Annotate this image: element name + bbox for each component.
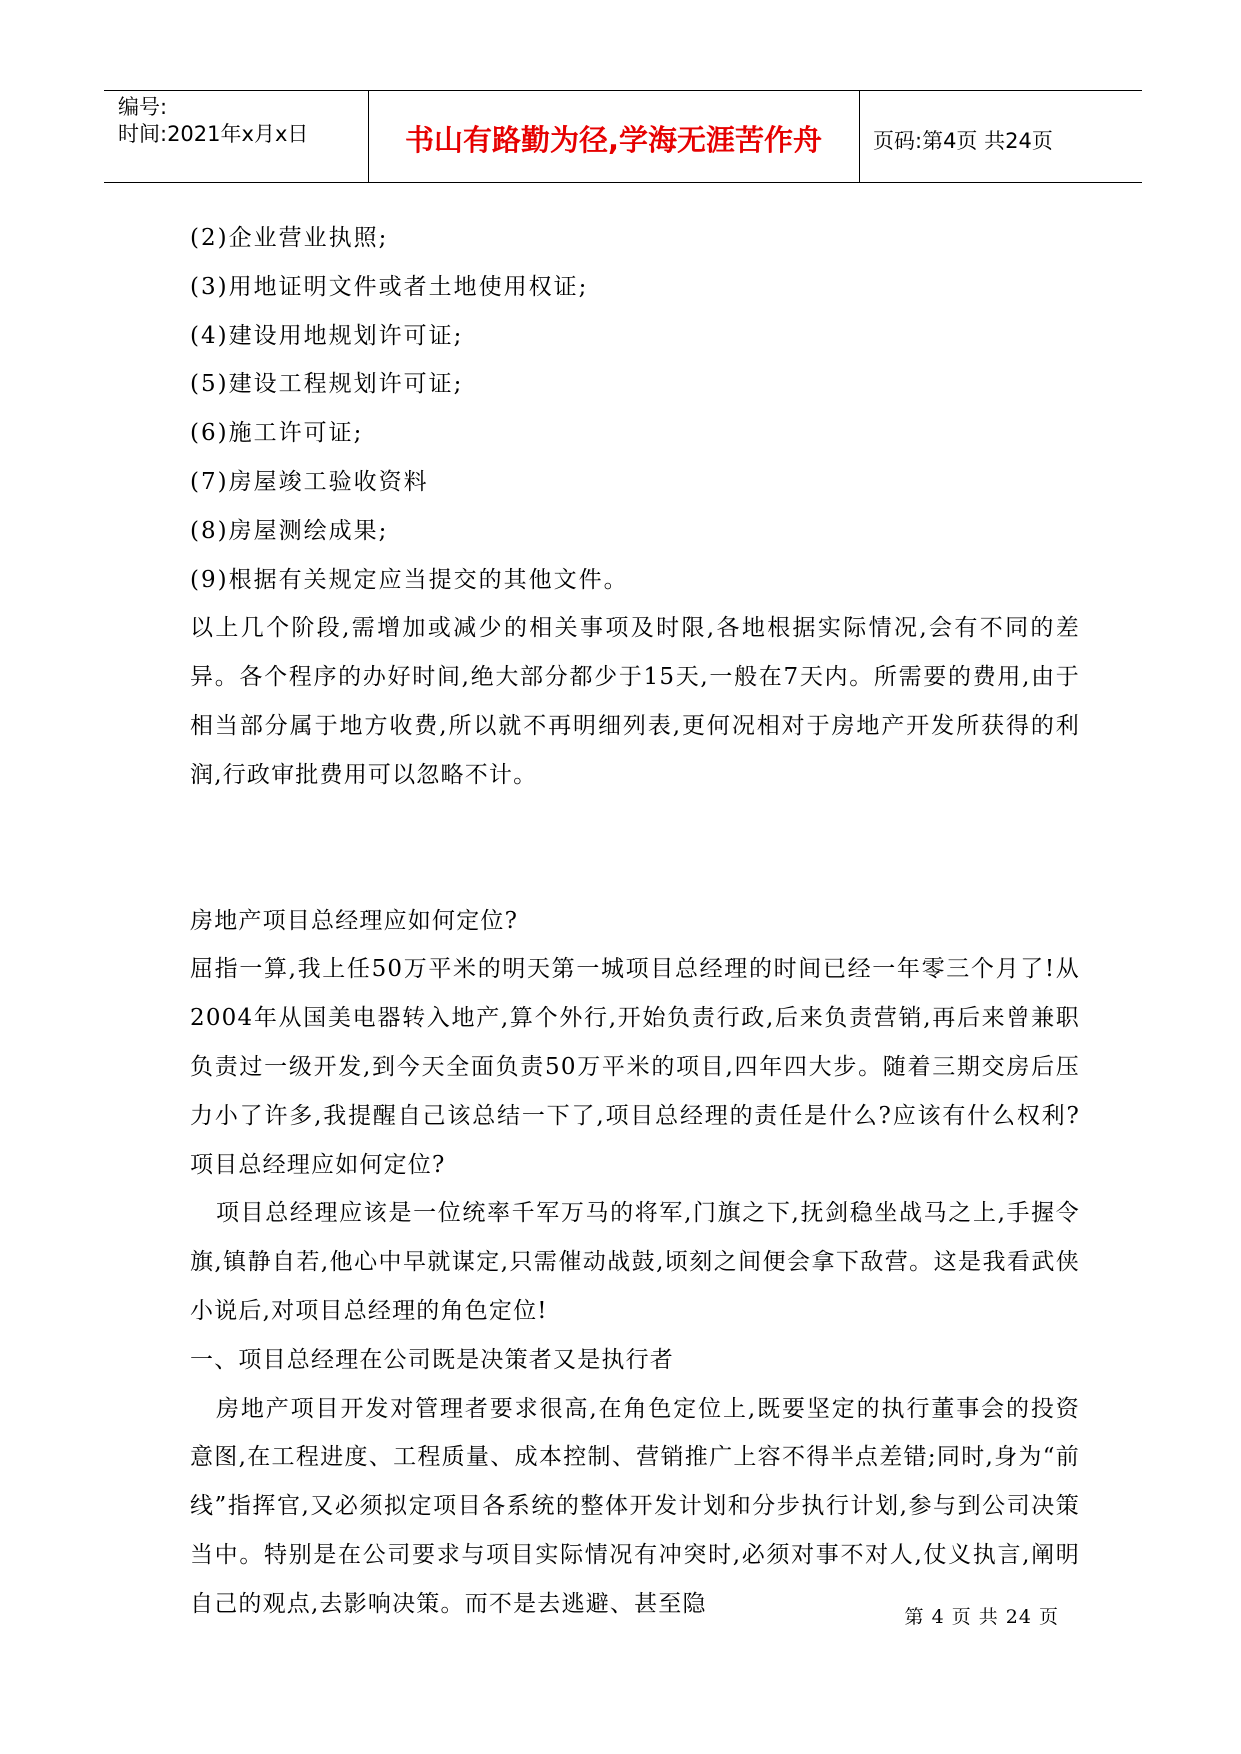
header-divider-right (859, 90, 860, 182)
section-title: 房地产项目总经理应如何定位? (190, 907, 519, 934)
list-item: (8)房屋测绘成果; (190, 517, 389, 544)
paragraph-gap (190, 800, 1080, 897)
list-item: (4)建设用地规划许可证; (190, 322, 464, 349)
list-item: (6)施工许可证; (190, 420, 364, 447)
header-time-label: 时间:2021年x月x日 (118, 122, 309, 146)
header-top-rule (104, 90, 1142, 91)
list-item: (2)企业营业执照; (190, 225, 389, 251)
header-motto: 书山有路勤为径,学海无涯苦作舟 (404, 123, 823, 157)
page-footer: 第 4 页 共 24 页 (904, 1606, 1059, 1628)
list-item: (7)房屋竣工验收资料 (190, 468, 429, 495)
document-list (190, 214, 1080, 604)
document-body (190, 214, 1080, 1629)
header-bottom-rule (104, 182, 1142, 183)
paragraph-summary: 以上几个阶段,需增加或减少的相关事项及时限,各地根据实际情况,会有不同的差异。各个程序的办好时间,绝大部分都少于15天,一般在7天内。所需要的费用,由于相当部分属于地方收费,所以就不再明细列表,更何况相对于房地产开发所获得的利润,行政审批费用可以忽略不计。 (190, 615, 1080, 788)
list-item: (9)根据有关规定应当提交的其他文件。 (190, 566, 629, 593)
list-item: (5)建设工程规划许可证; (190, 371, 464, 398)
header-meta (118, 94, 308, 148)
paragraph-intro: 屈指一算,我上任50万平米的明天第一城项目总经理的时间已经一年零三个月了!从2004年从国美电器转入地产,算个外行,开始负责行政,后来负责营销,再后来曾兼职负责过一级开发,到今天全面负责50万平米的项目,四年四大步。随着三期交房后压力小了许多,我提醒自己该总结一下了,项目总经理的责任是什么?应该有什么权利?项目总经理应如何定位? (190, 956, 1080, 1178)
paragraph-role: 项目总经理应该是一位统率千军万马的将军,门旗之下,抚剑稳坐战马之上,手握令旗,镇静自若,他心中早就谋定,只需催动战鼓,顷刻之间便会拿下敌营。这是我看武侠小说后,对项目总经理的角色定位! (190, 1200, 1080, 1324)
subheading: 一、项目总经理在公司既是决策者又是执行者 (190, 1346, 674, 1373)
header-page-label: 页码:第4页 共24页 (873, 129, 1053, 153)
paragraph-decision: 房地产项目开发对管理者要求很高,在角色定位上,既要坚定的执行董事会的投资意图,在工程进度、工程质量、成本控制、营销推广上容不得半点差错;同时,身为“前线”指挥官,又必须拟定项目各系统的整体开发计划和分步执行计划,参与到公司决策当中。特别是在公司要求与项目实际情况有冲突时,必须对事不对人,仗义执言,阐明自己的观点,去影响决策。而不是去逃避、甚至隐 (190, 1395, 1080, 1617)
list-item: (3)用地证明文件或者土地使用权证; (190, 273, 589, 300)
header-number-label: 编号: (118, 95, 168, 119)
